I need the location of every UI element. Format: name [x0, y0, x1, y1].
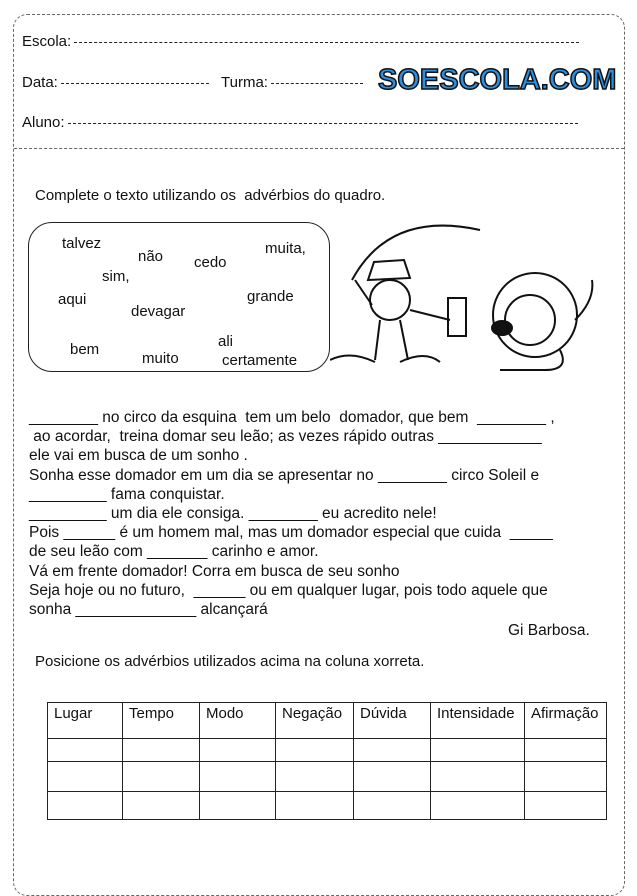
col-duvida: Dúvida [354, 703, 431, 739]
instruction-complete: Complete o texto utilizando os advérbios do quadro. [35, 187, 386, 204]
text-line: _________ fama conquistar. [29, 485, 225, 503]
text-line: Pois ______ é um homem mal, mas um domador especial que cuida _____ [29, 524, 553, 542]
col-negacao: Negação [276, 703, 354, 739]
table-cell[interactable] [354, 762, 431, 792]
word: talvez [62, 235, 102, 252]
text-line: ________ no circo da esquina tem um belo domador, que bem ________ , [29, 409, 555, 426]
text-line: _________ um dia ele consiga. ________ eu acredito nele! [29, 505, 437, 523]
student-label: Aluno: [22, 114, 65, 131]
word: não [138, 248, 164, 265]
table-cell[interactable] [354, 739, 431, 762]
table-cell[interactable] [123, 762, 200, 792]
header-divider [14, 148, 624, 149]
table-row [48, 762, 607, 792]
table-cell[interactable] [525, 792, 607, 820]
table-cell[interactable] [200, 792, 276, 820]
word: muito [142, 350, 179, 367]
word: muita, [265, 240, 306, 257]
table-row [48, 792, 607, 820]
lion-tamer-illustration [330, 220, 610, 380]
student-field [22, 114, 578, 131]
author: Gi Barbosa. [508, 622, 590, 639]
col-intensidade: Intensidade [431, 703, 525, 739]
table-cell[interactable] [200, 762, 276, 792]
soescola-logo: SOESCOLA.COM [378, 64, 617, 96]
school-blank[interactable] [74, 42, 579, 43]
col-tempo: Tempo [123, 703, 200, 739]
table-cell[interactable] [200, 739, 276, 762]
date-blank[interactable] [61, 83, 209, 84]
word: ali [218, 333, 234, 350]
word: sim, [102, 268, 130, 285]
table-cell[interactable] [123, 792, 200, 820]
fill-in-text [29, 408, 555, 619]
table-cell[interactable] [354, 792, 431, 820]
col-lugar: Lugar [48, 703, 123, 739]
word: bem [70, 341, 100, 358]
table-cell[interactable] [276, 762, 354, 792]
table-cell[interactable] [276, 739, 354, 762]
adverb-table [47, 702, 607, 820]
table-row [48, 739, 607, 762]
class-blank[interactable] [271, 83, 363, 84]
table-cell[interactable] [525, 739, 607, 762]
table-cell[interactable] [431, 739, 525, 762]
word: devagar [131, 303, 186, 320]
table-cell[interactable] [48, 762, 123, 792]
date-field [22, 74, 209, 91]
instruction-position: Posicione os advérbios utilizados acima na coluna xorreta. [35, 653, 425, 670]
table-cell[interactable] [48, 739, 123, 762]
table-cell[interactable] [431, 762, 525, 792]
table-cell[interactable] [123, 739, 200, 762]
text-line: sonha ______________ alcançará [29, 601, 268, 619]
word: aqui [58, 291, 87, 308]
word: cedo [194, 254, 227, 271]
word: grande [247, 288, 294, 305]
class-label: Turma: [221, 74, 268, 91]
word: certamente [222, 352, 298, 369]
table-cell[interactable] [276, 792, 354, 820]
text-line: Vá em frente domador! Corra em busca de seu sonho [29, 562, 400, 580]
date-label: Data: [22, 74, 58, 91]
table-cell[interactable] [525, 762, 607, 792]
table-cell[interactable] [431, 792, 525, 820]
text-line: Seja hoje ou no futuro, ______ ou em qualquer lugar, pois todo aquele que [29, 581, 548, 599]
text-line: Sonha esse domador em um dia se apresentar no ________ circo Soleil e [29, 466, 540, 484]
text-line: de seu leão com _______ carinho e amor. [29, 543, 319, 561]
col-modo: Modo [200, 703, 276, 739]
table-cell[interactable] [48, 792, 123, 820]
class-field [221, 74, 363, 91]
col-afirmacao: Afirmação [525, 703, 607, 739]
student-blank[interactable] [68, 123, 578, 124]
text-line: ele vai em busca de um sonho . [29, 447, 248, 465]
school-field [22, 33, 579, 50]
school-label: Escola: [22, 33, 72, 50]
text-line: ao acordar, treina domar seu leão; as vezes rápido outras ____________ [29, 428, 542, 446]
